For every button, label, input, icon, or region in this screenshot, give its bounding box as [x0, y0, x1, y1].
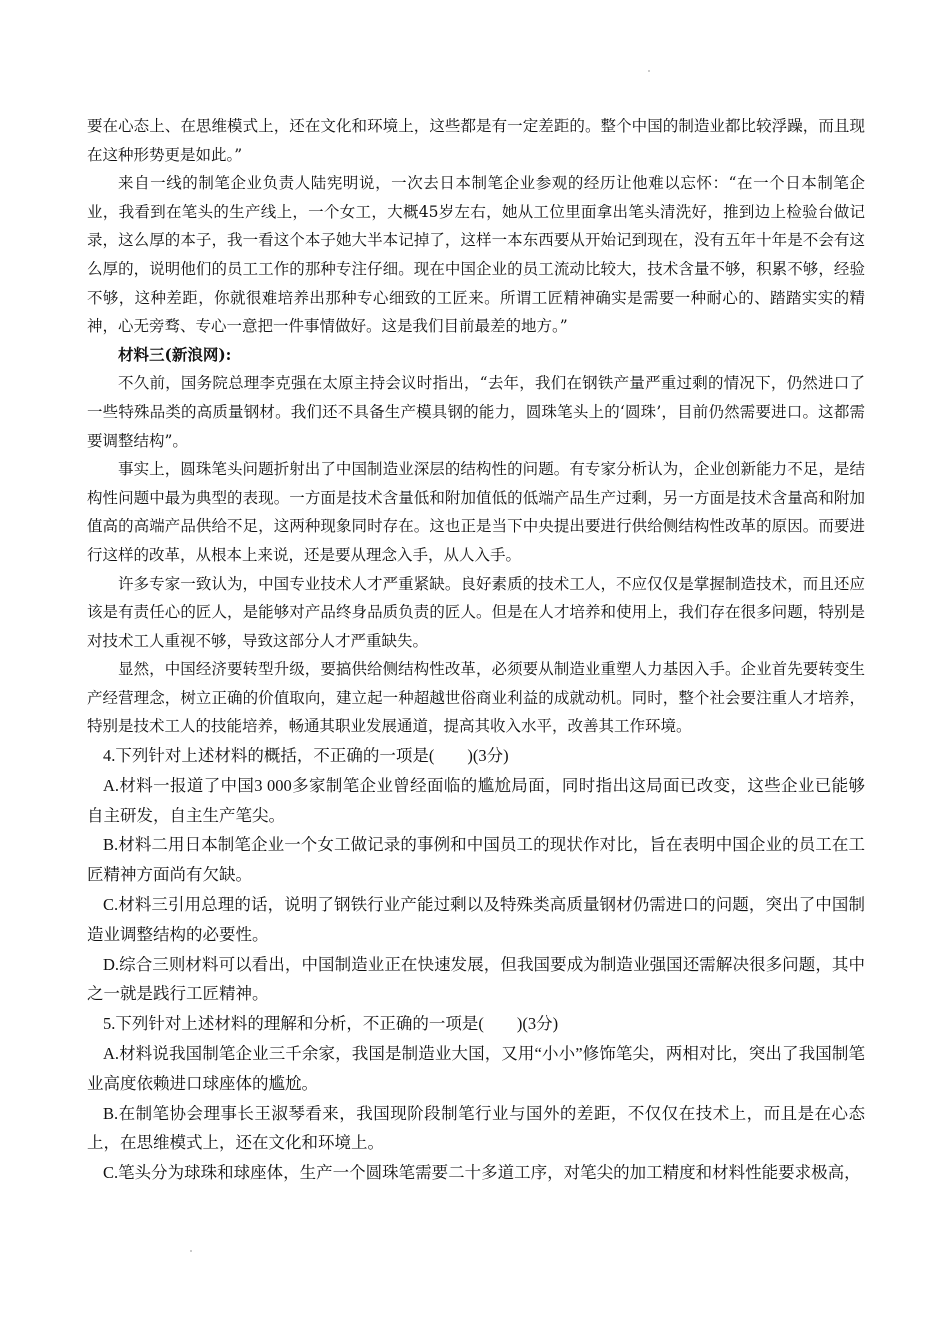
question-5-option-a: A.材料说我国制笔企业三千余家，我国是制造业大国，又用“小小”修饰笔尖，两相对比，突出了我国制笔业高度依赖进口球座体的尴尬。 [87, 1044, 865, 1093]
paragraph-li-keqiang: 不久前，国务院总理李克强在太原主持会议时指出，“去年，我们在钢铁产量严重过剩的情况下，仍然进口了一些特殊品类的高质量钢材。我们还不具备生产模具钢的能力，圆珠笔头上的‘圆珠’，目前仍然需要进口。这都需要调整结构”。 [87, 374, 865, 450]
question-4-option-c: C.材料三引用总理的话，说明了钢铁行业产能过剩以及特殊类高质量钢材仍需进口的问题，突出了中国制造业调整结构的必要性。 [87, 895, 865, 944]
scan-mark-bottom [190, 1250, 192, 1252]
question-4-option-b: B.材料二用日本制笔企业一个女工做记录的事例和中国员工的现状作对比，旨在表明中国企业的员工在工匠精神方面尚有欠缺。 [87, 835, 865, 885]
scan-mark-top [648, 70, 650, 72]
paragraph-talent-shortage: 许多专家一致认为，中国专业技术人才严重紧缺。良好素质的技术工人，不应仅仅是掌握制造技术，而且还应该是有责任心的匠人，是能够对产品终身品质负责的匠人。但是在人才培养和使用上，我们存在很多问题，特别是对技术工人重视不够，导致这部分人才严重缺失。 [87, 574, 865, 650]
question-5-option-b: B.在制笔协会理事长王淑琴看来，我国现阶段制笔行业与国外的差距，不仅仅在技术上，而且是在心态上，在思维模式上，还在文化和环境上。 [87, 1103, 865, 1153]
question-4: 4.下列针对上述材料的概括，不正确的一项是( )(3分) [103, 746, 509, 766]
paragraph-structural-problem: 事实上，圆珠笔头问题折射出了中国制造业深层的结构性的问题。有专家分析认为，企业创新能力不足，是结构性问题中最为典型的表现。一方面是技术含量低和附加值低的低端产品生产过剩，另一方面是技术含量高和附加值高的高端产品供给不足，这两种现象同时存在。这也正是当下中央提出要进行供给侧结构性改革的原因。而要进行这样的改革，从根本上来说，还是要从理念入手，从人入手。 [87, 460, 865, 564]
paragraph-lu-xianming: 来自一线的制笔企业负责人陆宪明说，一次去日本制笔企业参观的经历让他难以忘怀：“在一个日本制笔企业，我看到在笔头的生产线上，一个女工，大概45岁左右，她从工位里面拿出笔头清洗好，推到边上检验台做记录，这么厚的本子，我一看这个本子她大半本记掉了，这样一本东西要从开始记到现在，没有五年十年是不会有这么厚的，说明他们的员工工作的那种专注仔细。现在中国企业的员工流动比较大，技术含量不够，积累不够，经验不够，这种差距，你就很难培养出那种专心细致的工匠来。所谓工匠精神确实是需要一种耐心的、踏踏实实的精神，心无旁骛、专心一意把一件事情做好。这是我们目前最差的地方。” [87, 174, 865, 336]
paragraph-continuation: 要在心态上、在思维模式上，还在文化和环境上，这些都是有一定差距的。整个中国的制造业都比较浮躁，而且现在这种形势更是如此。” [87, 117, 865, 164]
question-5: 5.下列针对上述材料的理解和分析，不正确的一项是( )(3分) [103, 1014, 559, 1034]
question-4-option-a: A.材料一报道了中国3 000多家制笔企业曾经面临的尴尬局面，同时指出这局面已改变，这些企业已能够自主研发，自主生产笔尖。 [87, 775, 865, 825]
paragraph-transformation: 显然，中国经济要转型升级，要搞供给侧结构性改革，必须要从制造业重塑人力基因入手。企业首先要转变生产经营理念，树立正确的价值取向，建立起一种超越世俗商业利益的成就动机。同时，整个社会要注重人才培养，特别是技术工人的技能培养，畅通其职业发展通道，提高其收入水平，改善其工作环境。 [87, 660, 865, 736]
question-4-option-d: D.综合三则材料可以看出，中国制造业正在快速发展，但我国要成为制造业强国还需解决很多问题，其中之一就是践行工匠精神。 [87, 954, 865, 1004]
question-5-option-c: C.笔头分为球珠和球座体，生产一个圆珠笔需要二十多道工序，对笔尖的加工精度和材料性能要求极高， [103, 1163, 861, 1183]
material-three-heading: 材料三(新浪网): [118, 344, 232, 364]
document-body [87, 112, 865, 1188]
